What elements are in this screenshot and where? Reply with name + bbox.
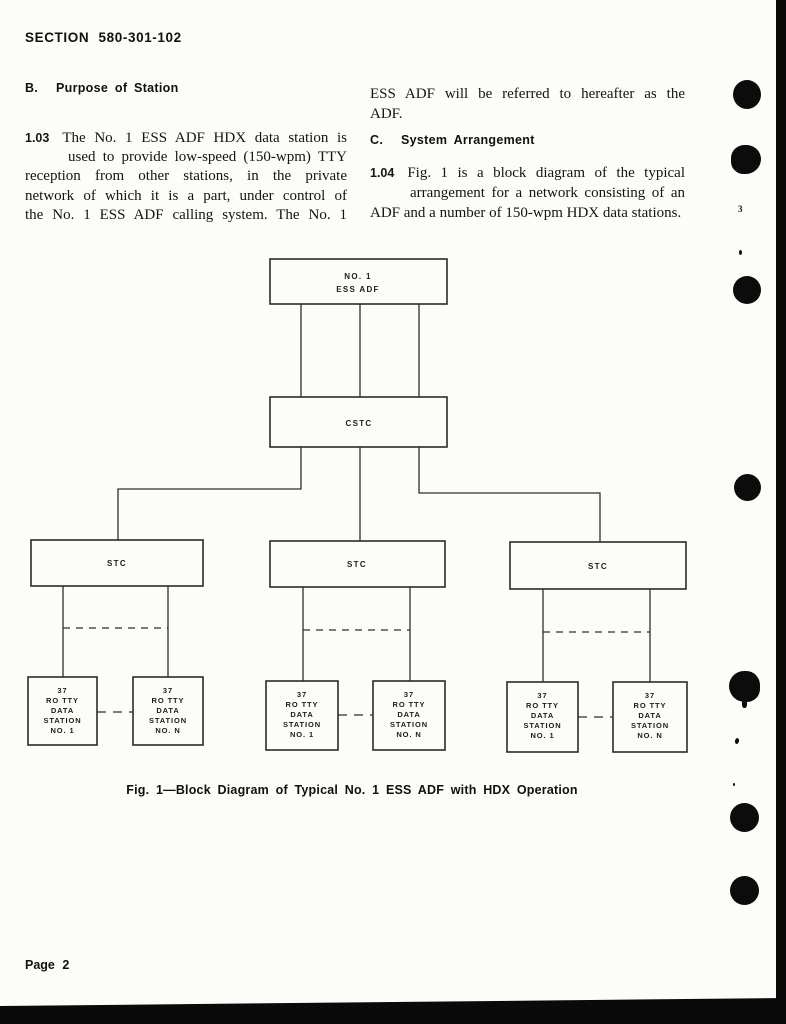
heading-text: System Arrangement xyxy=(401,133,535,147)
ink-speck xyxy=(733,783,735,786)
stc-box-right xyxy=(510,542,686,589)
station-label: DATA xyxy=(638,711,662,720)
paragraph-line: ADF. xyxy=(370,106,403,122)
station-label: RO TTY xyxy=(392,700,426,709)
station-label: 37 xyxy=(57,686,68,695)
cstc-box-label: CSTC xyxy=(345,419,373,428)
diagram-connector-lines xyxy=(63,304,650,682)
station-label: DATA xyxy=(530,711,555,720)
paragraph-line: the No. 1 ESS ADF calling system. The No. 1 xyxy=(25,206,347,223)
paragraph-text: The No. 1 ESS ADF HDX data station is xyxy=(62,130,347,146)
binder-dot xyxy=(733,276,761,304)
adf-box-label-line1: NO. 1 xyxy=(344,272,372,281)
stc-left-label: STC xyxy=(107,559,127,568)
paragraph-line: arrangement for a network consisting of an xyxy=(410,185,685,201)
ink-speck xyxy=(742,699,747,708)
paragraph-number: 1.03 xyxy=(25,131,50,145)
station-label: 37 xyxy=(537,691,548,700)
paragraph-line: ADF and a number of 150-wpm HDX data stations. xyxy=(370,205,682,221)
station-box-middle-no1 xyxy=(266,681,338,750)
binder-dot xyxy=(734,474,761,501)
stc-box-left xyxy=(31,540,203,586)
adf-box-label-line2: ESS ADF xyxy=(336,285,380,294)
paragraph-line: network of which it is a part, under control of xyxy=(25,187,347,204)
adf-box xyxy=(270,259,447,304)
station-label: RO TTY xyxy=(46,696,79,705)
station-label: 37 xyxy=(644,691,656,700)
station-label: NO. 1 xyxy=(530,731,555,740)
station-label: STATION xyxy=(148,716,188,725)
station-label: DATA xyxy=(156,706,180,715)
scan-edge-right xyxy=(776,0,786,1024)
diagram-dashed-bridges xyxy=(63,628,650,632)
stc-right-label: STC xyxy=(588,562,608,571)
station-box-middle-noN xyxy=(373,681,445,750)
station-label: RO TTY xyxy=(151,696,185,705)
binder-dot xyxy=(733,80,761,109)
station-label: STATION xyxy=(389,720,429,729)
stc-box-middle xyxy=(270,541,445,587)
station-box-right-no1 xyxy=(507,682,578,752)
cstc-box xyxy=(270,397,447,447)
binder-dot xyxy=(730,876,759,905)
station-label: RO TTY xyxy=(633,701,667,710)
station-label: 37 xyxy=(403,690,415,699)
section-header: SECTION 580-301-102 xyxy=(25,30,182,45)
station-label: RO TTY xyxy=(285,700,319,709)
station-label: DATA xyxy=(50,706,75,715)
stc-middle-label: STC xyxy=(347,560,367,569)
station-label: STATION xyxy=(282,720,322,729)
paragraph-line: reception from other stations, in the private xyxy=(25,168,347,185)
station-label: NO. 1 xyxy=(289,730,315,739)
paragraph-text: Fig. 1 is a block diagram of the typical xyxy=(407,165,685,181)
heading-text: Purpose of Station xyxy=(56,81,179,95)
paragraph-line: used to provide low-speed (150-wpm) TTY xyxy=(68,149,347,166)
station-label: RO TTY xyxy=(526,701,559,710)
station-label: DATA xyxy=(397,710,421,719)
ink-speck xyxy=(739,250,742,255)
station-label: DATA xyxy=(290,710,314,719)
station-box-left-noN xyxy=(133,677,203,745)
paragraph-number: 1.04 xyxy=(370,166,395,180)
station-label: NO. N xyxy=(396,730,422,739)
station-label: 37 xyxy=(296,690,308,699)
binder-dot xyxy=(730,803,759,832)
station-label: NO. N xyxy=(637,731,663,740)
station-label: STATION xyxy=(630,721,670,730)
binder-dot xyxy=(729,671,760,702)
page-number: Page 2 xyxy=(25,958,70,972)
station-label: STATION xyxy=(43,716,82,725)
ink-mark: 3 xyxy=(738,204,743,214)
station-label: STATION xyxy=(523,721,562,730)
heading-letter: C. xyxy=(370,133,384,147)
station-box-left-no1 xyxy=(28,677,97,745)
station-box-right-noN xyxy=(613,682,687,752)
heading-letter: B. xyxy=(25,81,39,95)
station-label: NO. 1 xyxy=(50,726,75,735)
figure-caption: Fig. 1—Block Diagram of Typical No. 1 ESS ADF with HDX Operation xyxy=(126,783,578,797)
station-label: NO. N xyxy=(155,726,181,735)
station-label: 37 xyxy=(162,686,174,695)
paragraph-line: ESS ADF will be referred to hereafter as the xyxy=(370,86,685,102)
